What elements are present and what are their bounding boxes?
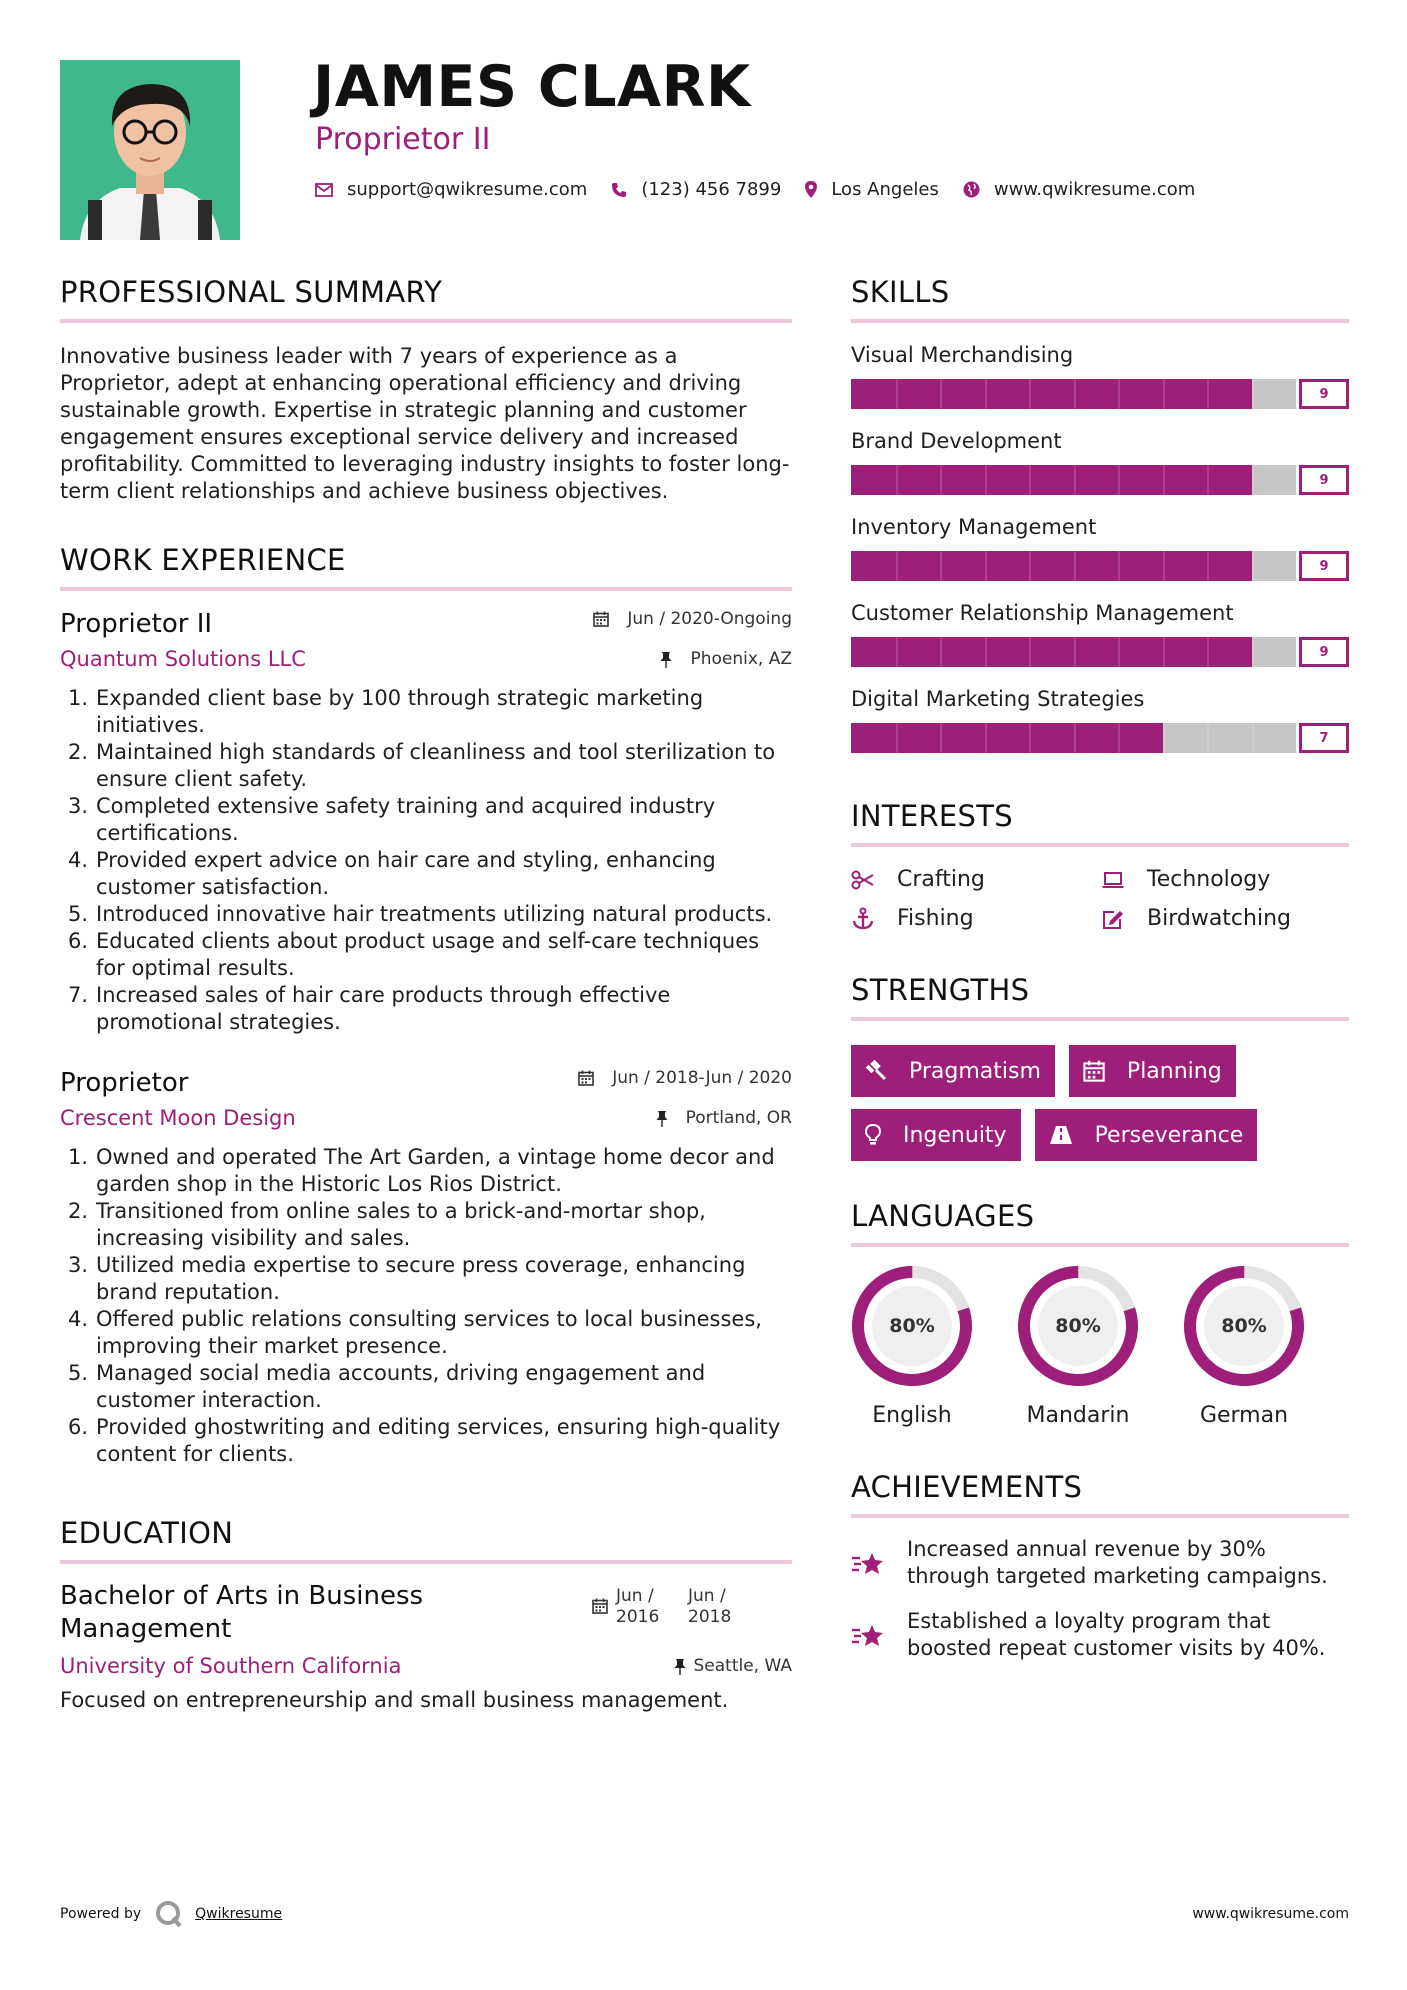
calendar-icon [1083,1060,1117,1082]
interest-item [1101,906,1351,931]
language-item [1183,1265,1349,1428]
skill-item [851,515,1349,581]
skill-name: Digital Marketing Strategies [851,687,1145,711]
education-start: Jun / 2016 [616,1586,660,1627]
skill-bar-segment [1029,551,1031,581]
skill-bar-segment [1163,379,1165,409]
skill-item [851,601,1349,667]
language-item [851,1265,1017,1428]
education-description: Focused on entrepreneurship and small business management. [60,1688,729,1712]
interest-item [1101,867,1351,892]
skill-bar-segment [1207,379,1209,409]
gavel-icon [865,1060,899,1082]
skill-bar-segment [1163,723,1165,753]
skill-bar [851,465,1296,495]
language-ring [851,1265,973,1387]
achievement-text: Established a loyalty program that boosted repeat customer visits by 40%. [907,1609,1326,1660]
footer-website[interactable]: www.qwikresume.com [1192,1906,1349,1922]
skill-bar-fill [851,465,1252,495]
education-section [60,1516,792,1712]
language-item [1017,1265,1183,1428]
contact-phone[interactable] [611,179,781,200]
job-duties [60,1144,792,1468]
skill-bar-segment [1163,637,1165,667]
language-percent: 80% [1221,1315,1267,1337]
list-item: Maintained high standards of cleanliness and tool sterilization to ensure client safety. [96,740,776,791]
skill-bar-segment [985,637,987,667]
summary-section [60,275,792,505]
education-location [674,1656,793,1676]
job-company: Quantum Solutions LLC [60,647,306,671]
achievements-section [851,1470,1349,1662]
skill-bar-segment [1252,465,1254,495]
strength-tag [1069,1045,1236,1097]
contact-phone-text: (123) 456 7899 [641,179,782,200]
language-name: English [872,1403,952,1428]
skill-bar-segment [1074,379,1076,409]
contact-email[interactable] [315,179,587,200]
interest-item [851,867,1101,892]
skill-bar-segment [1118,379,1120,409]
job-date-text: Jun / 2018-Jun / 2020 [612,1068,792,1088]
skill-bar-segment [896,723,898,753]
skill-bar-segment [896,465,898,495]
skill-bar-segment [1207,551,1209,581]
skill-bar-segment [1118,723,1120,753]
strength-label: Perseverance [1094,1122,1244,1148]
qwikresume-link[interactable]: Qwikresume [195,1906,283,1922]
skill-bar-segment [1074,637,1076,667]
languages-list [851,1265,1349,1428]
strength-tag [851,1109,1021,1161]
skill-bar-segment [940,723,942,753]
profile-photo [60,60,240,240]
skill-bar-segment [1118,465,1120,495]
language-ring [1183,1265,1305,1387]
language-name: German [1199,1403,1289,1428]
education-end: Jun / 2018 [688,1586,732,1627]
skill-bar-segment [1074,723,1076,753]
job-location [656,1108,792,1128]
pushpin-icon [656,1110,676,1127]
skill-bar-segment [985,465,987,495]
strength-label: Pragmatism [909,1058,1041,1084]
strengths-section [851,973,1349,1161]
language-percent: 80% [1055,1315,1101,1337]
calendar-icon [592,1598,608,1614]
skill-bar-segment [896,551,898,581]
list-item: Managed social media accounts, driving engagement and customer interaction. [96,1361,706,1412]
skill-bar-segment [1252,637,1254,667]
phone-icon [611,182,627,198]
skill-bar-segment [1029,637,1031,667]
list-item: Offered public relations consulting services to local businesses, improving their market presence. [96,1307,762,1358]
skill-bar-fill [851,637,1252,667]
skill-bar-segment [1029,379,1031,409]
job-date [593,609,792,629]
calendar-icon [578,1070,602,1086]
list-item: Introduced innovative hair treatments utilizing natural products. [96,902,773,926]
interests-heading: INTERESTS [851,799,1349,847]
interest-item [851,906,1101,931]
qwikresume-logo-icon [155,1900,183,1928]
education-entry [60,1580,792,1712]
strengths-heading: STRENGTHS [851,973,1349,1021]
skill-bar [851,379,1296,409]
envelope-icon [315,183,333,197]
interests-section [851,799,1349,931]
achievements-heading: ACHIEVEMENTS [851,1470,1349,1518]
skill-item [851,687,1349,753]
skill-bar [851,723,1296,753]
list-item: Provided ghostwriting and editing services, ensuring high-quality content for clients. [96,1415,781,1466]
skill-name: Inventory Management [851,515,1097,539]
job-role: Proprietor [60,1068,189,1098]
contact-website-text: www.qwikresume.com [993,179,1196,200]
skill-name: Customer Relationship Management [851,601,1234,625]
education-dates [592,1586,760,1628]
list-item: Expanded client base by 100 through strategic marketing initiatives. [96,686,704,737]
list-item: Increased sales of hair care products through effective promotional strategies. [96,983,671,1034]
skill-bar-segment [1207,465,1209,495]
left-column [60,275,792,1712]
language-percent: 80% [889,1315,935,1337]
skill-bar-segment [1252,379,1254,409]
interest-label: Birdwatching [1147,906,1291,931]
skill-bar-segment [1118,551,1120,581]
skill-bar-segment [1207,723,1209,753]
skill-bar-segment [1029,723,1031,753]
skill-bar-segment [985,551,987,581]
scissors-icon [851,870,887,890]
experience-section [60,543,792,1468]
lightbulb-icon [865,1124,893,1146]
contact-email-text: support@qwikresume.com [347,179,588,200]
pushpin-icon [660,651,680,668]
skill-bar-segment [940,465,942,495]
list-item: Completed extensive safety training and acquired industry certifications. [96,794,716,845]
calendar-icon [593,611,617,627]
skill-level-badge: 7 [1299,723,1349,753]
strength-tag [851,1045,1055,1097]
languages-heading: LANGUAGES [851,1199,1349,1247]
interest-label: Crafting [897,867,985,892]
map-marker-icon [805,181,817,198]
achievement-text: Increased annual revenue by 30% through targeted marketing campaigns. [907,1537,1328,1588]
education-school: University of Southern California [60,1654,402,1678]
globe-icon [963,181,980,198]
education-heading: EDUCATION [60,1516,792,1564]
skill-bar [851,637,1296,667]
list-item: Provided expert advice on hair care and styling, enhancing customer satisfaction. [96,848,716,899]
job-duties [60,685,792,1036]
skill-bar-segment [896,379,898,409]
candidate-title: Proprietor II [315,122,491,157]
anchor-icon [851,907,887,931]
achievement-item [851,1536,1349,1590]
skill-item [851,429,1349,495]
skill-level-badge: 9 [1299,637,1349,667]
job-location [660,649,792,669]
language-ring [1017,1265,1139,1387]
skill-level-badge: 9 [1299,551,1349,581]
job-list [60,609,792,1468]
job-date-text: Jun / 2020-Ongoing [627,609,792,629]
skills-heading: SKILLS [851,275,1349,323]
skill-bar-fill [851,379,1252,409]
skill-bar-segment [896,637,898,667]
strength-label: Ingenuity [903,1122,1007,1148]
interests-list [851,867,1349,931]
skill-bar-segment [1252,723,1254,753]
language-name: Mandarin [1026,1403,1130,1428]
languages-section [851,1199,1349,1428]
job-role: Proprietor II [60,609,213,639]
achievements-list [851,1536,1349,1662]
strength-label: Planning [1126,1058,1222,1084]
contact-location-text: Los Angeles [831,179,939,200]
skills-section [851,275,1349,753]
experience-heading: WORK EXPERIENCE [60,543,792,591]
skill-bar-segment [985,723,987,753]
right-column [851,275,1349,1662]
skill-level-badge: 9 [1299,379,1349,409]
interest-label: Fishing [897,906,974,931]
skills-list [851,343,1349,753]
powered-by-label: Powered by [60,1906,142,1922]
skill-bar-segment [1252,551,1254,581]
job-company: Crescent Moon Design [60,1106,296,1130]
list-item: Utilized media expertise to secure press coverage, enhancing brand reputation. [96,1253,746,1304]
contact-location [805,179,939,200]
skill-bar-segment [940,637,942,667]
skill-bar-segment [1074,551,1076,581]
skill-bar-segment [1163,551,1165,581]
skill-name: Visual Merchandising [851,343,1074,367]
strengths-list [851,1033,1349,1161]
job-entry [60,1068,792,1468]
skill-bar-segment [985,379,987,409]
skill-item [851,343,1349,409]
skill-bar-segment [1074,465,1076,495]
list-item: Educated clients about product usage and self-care techniques for optimal results. [96,929,760,980]
star-burst-icon [851,1608,897,1662]
summary-text: Innovative business leader with 7 years of experience as a Proprietor, adept at enhancing operational efficiency and driving sustainable growth. Expertise in strategic planning and customer engagement ensures exceptional service delivery and increased profitability. Committed to leveraging industry insights to foster long-term client relationships and achieve business objectives. [60,344,790,503]
footer-powered-by [60,1900,282,1928]
achievement-item [851,1608,1349,1662]
strength-tag [1035,1109,1258,1161]
summary-heading: PROFESSIONAL SUMMARY [60,275,792,323]
star-burst-icon [851,1536,897,1590]
interest-label: Technology [1147,867,1271,892]
skill-bar-segment [1029,465,1031,495]
skill-bar-segment [1118,637,1120,667]
job-location-text: Phoenix, AZ [690,649,792,669]
education-degree: Bachelor of Arts in Business Management [60,1581,424,1644]
skill-bar-fill [851,551,1252,581]
job-entry [60,609,792,1036]
job-location-text: Portland, OR [685,1108,792,1128]
skill-bar-segment [940,379,942,409]
skill-level-badge: 9 [1299,465,1349,495]
skill-bar-segment [1163,465,1165,495]
pushpin-icon [674,1658,686,1675]
education-location-text: Seattle, WA [693,1656,792,1676]
list-item: Transitioned from online sales to a brick-and-mortar shop, increasing visibility and sales. [96,1199,706,1250]
skill-bar-segment [1207,637,1209,667]
edit-icon [1101,908,1137,930]
skill-bar [851,551,1296,581]
list-item: Owned and operated The Art Garden, a vintage home decor and garden shop in the Historic Los Rios District. [96,1145,775,1196]
candidate-name: JAMES CLARK [313,54,751,120]
job-date [578,1068,792,1088]
contact-website[interactable] [963,179,1195,200]
contact-row [315,179,1219,200]
skill-bar-segment [940,551,942,581]
laptop-icon [1101,871,1137,889]
road-icon [1049,1125,1085,1145]
skill-name: Brand Development [851,429,1062,453]
